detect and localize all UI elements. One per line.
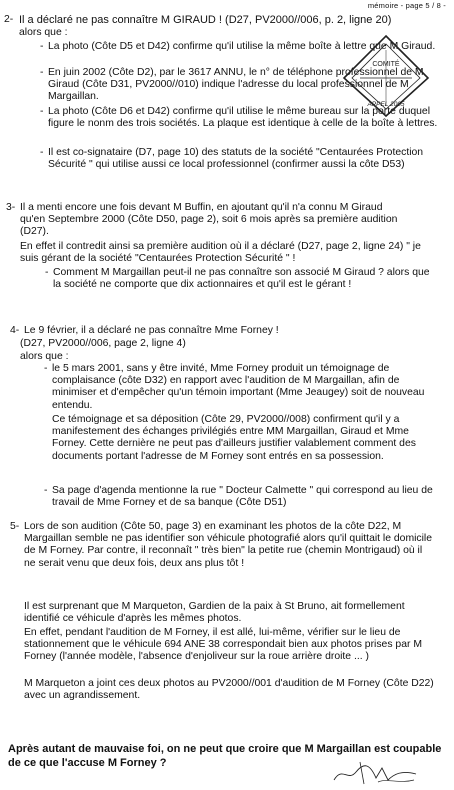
- list-item: - Sa page d'agenda mentionne la rue " Docteur Calmette " qui correspond au lieu de travail de Mme Forney et de sa banque (Côte D51): [44, 485, 448, 509]
- list-item: - le 5 mars 2001, sans y être invité, Mme Forney produit un témoignage de complaisance (côte D32) en rapport avec l'audition de M Margaillan, afin de minimiser et d'empêcher qu'un témoin important (Mme Jeaugey) soit de nouveau entendu.: [44, 363, 448, 412]
- section-intro: Il a déclaré ne pas connaître M GIRAUD ! (D27, PV2000//006, p. 2, ligne 20): [19, 14, 392, 26]
- section-number: 4-: [10, 325, 20, 336]
- list-item: - En juin 2002 (Côte D2), par le 3617 ANNU, le n° de téléphone professionnel de M Giraud (Côte D31, PV2000//010) indique l'adresse du local professionnel de M Margaillan.: [40, 67, 448, 104]
- section-number: 3-: [6, 202, 16, 213]
- section-paragraph: Il est surprenant que M Marqueton, Gardien de la paix à St Bruno, ait formellement identifié ce véhicule d'après les mêmes photos.: [24, 601, 405, 625]
- list-item-text: La photo (Côte D6 et D42) confirme qu'il utilise le même bureau sur la porte duquel figure le nonm des trois sociétés. La plaque est identique à celle de la boîte à lettres.: [48, 106, 438, 130]
- page-header: mémoire - page 5 / 8 -: [367, 1, 446, 10]
- conclusion: Après autant de mauvaise foi, on ne peut que croire que M Margaillan est coupable de ce que l'accuse M Forney ?: [8, 743, 442, 769]
- list-item-text: La photo (Côte D5 et D42) confirme qu'il utilise la même boîte à lettre que M Giraud.: [48, 41, 436, 52]
- signature: [330, 760, 420, 786]
- list-item: - Il est co-signataire (D7, page 10) des statuts de la société "Centaurées Protection Sécurité " qui utilise aussi ce local professionnel (confirmer aussi la côte D53): [40, 147, 448, 171]
- list-item-text: En juin 2002 (Côte D2), par le 3617 ANNU, le n° de téléphone professionnel de M Giraud (Côte D31, PV2000//010) indique l'adresse du local professionnel de M Margaillan.: [48, 67, 424, 103]
- stamp-top-text: COMITÉ: [372, 61, 400, 68]
- section-sub: alors que :: [19, 27, 68, 38]
- section-paragraph: En effet, pendant l'audition de M Forney, il est allé, lui-même, vérifier sur le lieu de stationnement que le véhicule 694 ANE 38 correspondait bien aux photos prises par M Forney (l'année modèle, l'absence d'enjoliveur sur la roue arrière droite ... ): [24, 627, 422, 663]
- section-intro-reference: (D27, PV2000//006, page 2, ligne 4): [20, 338, 186, 349]
- list-item: - Comment M Margaillan peut-il ne pas connaître son associé M Giraud ? alors que la société ne comporte que dix actionnaires et qu'il est le gérant !: [45, 267, 448, 291]
- section-intro: Le 9 février, il a déclaré ne pas connaître Mme Forney !: [24, 325, 279, 336]
- section-intro: Il a menti encore une fois devant M Buffin, en ajoutant qu'il n'a connu M Giraud qu'en Septembre 2000 (Côte D50, page 2), soit 6 mois après sa première audition (D27).: [20, 202, 398, 238]
- section-paragraph: En effet il contredit ainsi sa première audition où il a déclaré (D27, page 2, ligne 24) " je suis gérant de la société "Centaurées Protection Sécurité " !: [20, 241, 421, 265]
- section-paragraph: M Marqueton a joint ces deux photos au PV2000//001 d'audition de M Forney (Côte D22) avec un agrandissement.: [24, 678, 434, 702]
- section-number: 2-: [4, 14, 14, 25]
- stamp-seal: [340, 32, 432, 120]
- list-item-text: Il est co-signataire (D7, page 10) des statuts de la société "Centaurées Protection Sécurité " qui utilise aussi ce local professionnel (confirmer aussi la côte D53): [48, 147, 424, 171]
- list-item-text: Comment M Margaillan peut-il ne pas connaître son associé M Giraud ? alors que la société ne comporte que dix actionnaires et qu'il est le gérant !: [53, 267, 430, 291]
- list-item-text: le 5 mars 2001, sans y être invité, Mme Forney produit un témoignage de complaisance (côte D32) en rapport avec l'audition de M Margaillan, afin de minimiser et d'empêcher qu'un témoin important (Mme Jeaugey) soit de nouveau entendu.: [52, 363, 425, 411]
- list-item-text: Ce témoignage et sa déposition (Côte 29, PV2000//008) confirment qu'il y a manifestement des échanges privilégiés entre MM Margaillan, Giraud et Mme Forney. Cette dernière ne peut pas d'ailleurs justifier valablement comment des documents portant l'adresse de M Forney sont entrés en sa possession.: [52, 414, 416, 462]
- section-intro: Lors de son audition (Côte 50, page 3) en examinant les photos de la côte D22, M Margaillan semble ne pas identifier son véhicule photografié alors qu'il quittait le domicile de M Forney. Par contre, il reconnaît " très bien" la petite rue (chemin Montrigaud) où il ne serait venu que deux fois, deux ans plus tôt !: [24, 521, 433, 569]
- list-item: [44, 414, 448, 463]
- section-sub: alors que :: [20, 351, 69, 362]
- list-item-text: Sa page d'agenda mentionne la rue " Docteur Calmette " qui correspond au lieu de travail de Mme Forney et de sa banque (Côte D51): [52, 485, 433, 509]
- stamp-bottom-text: APPEL 2005: [367, 101, 405, 108]
- list-item: - La photo (Côte D6 et D42) confirme qu'il utilise le même bureau sur la porte duquel figure le nonm des trois sociétés. La plaque est identique à celle de la boîte à lettres.: [40, 106, 448, 130]
- list-item: - La photo (Côte D5 et D42) confirme qu'il utilise la même boîte à lettre que M Giraud.: [40, 41, 448, 53]
- section-number: 5-: [10, 521, 20, 532]
